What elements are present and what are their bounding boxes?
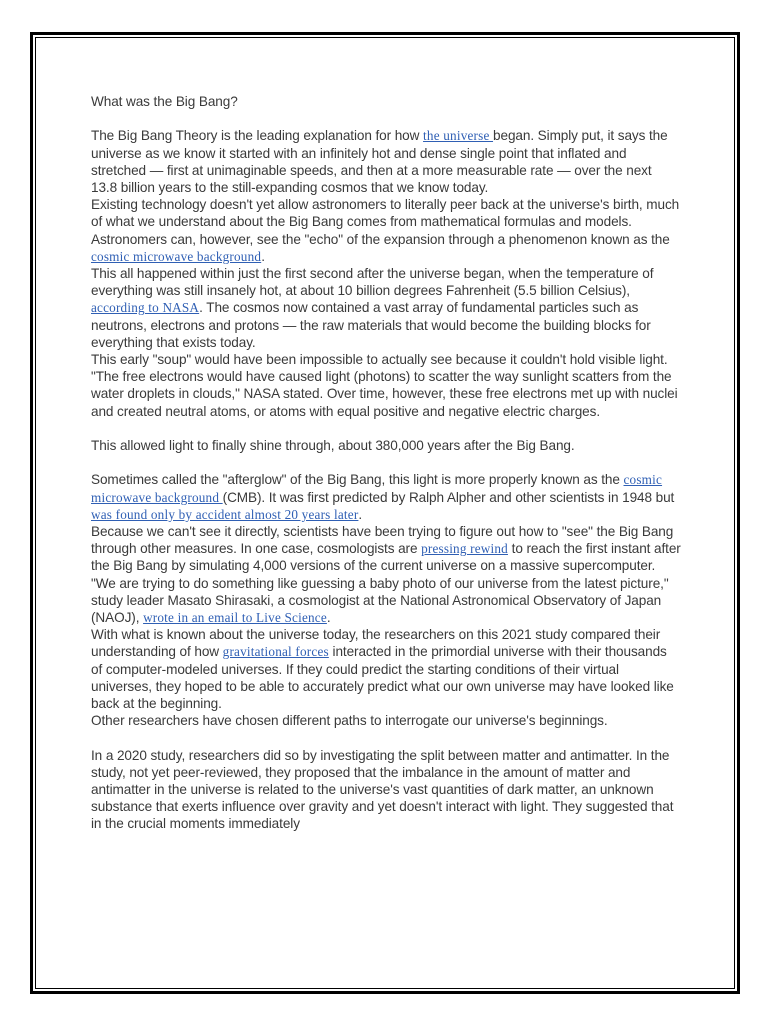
link-cosmic-microwave-background[interactable]: cosmic microwave background xyxy=(91,248,262,264)
paragraph-8 xyxy=(91,575,681,627)
link-email-to-live-science[interactable]: wrote in an email to Live Science xyxy=(143,610,327,626)
paragraph-7 xyxy=(91,523,681,575)
text: . The cosmos now contained a vast array of fundamental particles such as neutrons, electrons and protons — the raw materials that would become the building blocks for everything that exists today. xyxy=(91,300,651,350)
heading: What was the Big Bang? xyxy=(91,94,238,109)
paragraph-10: Other researchers have chosen different paths to interrogate our universe's beginnings. xyxy=(91,713,608,729)
text: began. Simply put, it says the universe as we know it started with an infinitely hot and dense single point that inflated and stretched — first at unimaginable speeds, and then at a more measurable rate — over the next 13.8 billion years to the still-expanding cosmos that we know today. xyxy=(91,128,668,195)
spacer xyxy=(91,420,681,437)
link-cosmic-microwave-background-2[interactable]: cosmic microwave background xyxy=(91,472,663,505)
spacer xyxy=(91,729,681,746)
paragraph-3 xyxy=(91,265,681,351)
document-body xyxy=(91,93,681,833)
text: to reach the first instant after the Big Bang by simulating 4,000 versions of the current universe on a massive supercomputer. xyxy=(91,541,681,574)
paragraph-4: This early "soup" would have been impossible to actually see because it couldn't hold visible light. "The free electrons would have caused light (photons) to scatter the way sunlight scatters from the water droplets in clouds," NASA stated. Over time, however, these free electrons met up with nuclei and created neutral atoms, or atoms with equal positive and negative electric charges. xyxy=(91,352,678,419)
link-gravitational-forces[interactable]: gravitational forces xyxy=(222,644,329,660)
text: Sometimes called the "afterglow" of the Big Bang, this light is more properly known as the xyxy=(91,472,624,488)
spacer xyxy=(91,454,681,471)
text: The Big Bang Theory is the leading explanation for how xyxy=(91,128,424,144)
paragraph-6 xyxy=(91,471,681,523)
text: interacted in the primordial universe with their thousands of computer-modeled universes. If they could predict the starting conditions of their virtual universes, they hoped to be able to accurately predict what our own universe may have looked like back at the beginning. xyxy=(91,644,674,712)
text: . xyxy=(326,610,331,626)
paragraph-1 xyxy=(91,127,681,196)
paragraph-2 xyxy=(91,196,681,265)
text: Existing technology doesn't yet allow astronomers to literally peer back at the universe's birth, much of what we understand about the Big Bang comes from mathematical formulas and models. Astronomers can, however, see the "echo" of the expansion through a phenomenon known as the xyxy=(91,197,680,247)
spacer xyxy=(91,110,681,127)
link-according-to-nasa[interactable]: according to NASA xyxy=(91,300,200,316)
paragraph-9 xyxy=(91,626,681,712)
text: Because we can't see it directly, scientists have been trying to figure out how to "see" the Big Bang through other measures. In one case, cosmologists are xyxy=(91,524,674,557)
paragraph-11: In a 2020 study, researchers did so by investigating the split between matter and antimatter. In the study, not yet peer-reviewed, they proposed that the imbalance in the amount of matter and antimatter in the universe is related to the universe's vast quantities of dark matter, an unknown substance that exerts influence over gravity and yet doesn't interact with light. They suggested that in the crucial moments immediately xyxy=(91,747,674,832)
text: With what is known about the universe today, the researchers on this 2021 study compared their understanding of how xyxy=(91,627,661,660)
link-found-by-accident[interactable]: was found only by accident almost 20 years later xyxy=(91,506,359,522)
text: (CMB). It was first predicted by Ralph Alpher and other scientists in 1948 but xyxy=(222,489,675,505)
link-pressing-rewind[interactable]: pressing rewind xyxy=(421,541,508,557)
text: . xyxy=(358,506,363,522)
text: "We are trying to do something like guessing a baby photo of our universe from the latest picture," study leader Masato Shirasaki, a cosmologist at the National Astronomical Observatory of Japan (NAOJ), xyxy=(91,575,669,626)
link-the-universe[interactable]: the universe xyxy=(423,128,494,144)
paragraph-5: This allowed light to finally shine through, about 380,000 years after the Big Bang. xyxy=(91,438,575,454)
text: . xyxy=(261,248,265,264)
text: This all happened within just the first second after the universe began, when the temperature of everything was still insanely hot, at about 10 billion degrees Fahrenheit (5.5 billion Celsius), xyxy=(91,266,654,299)
